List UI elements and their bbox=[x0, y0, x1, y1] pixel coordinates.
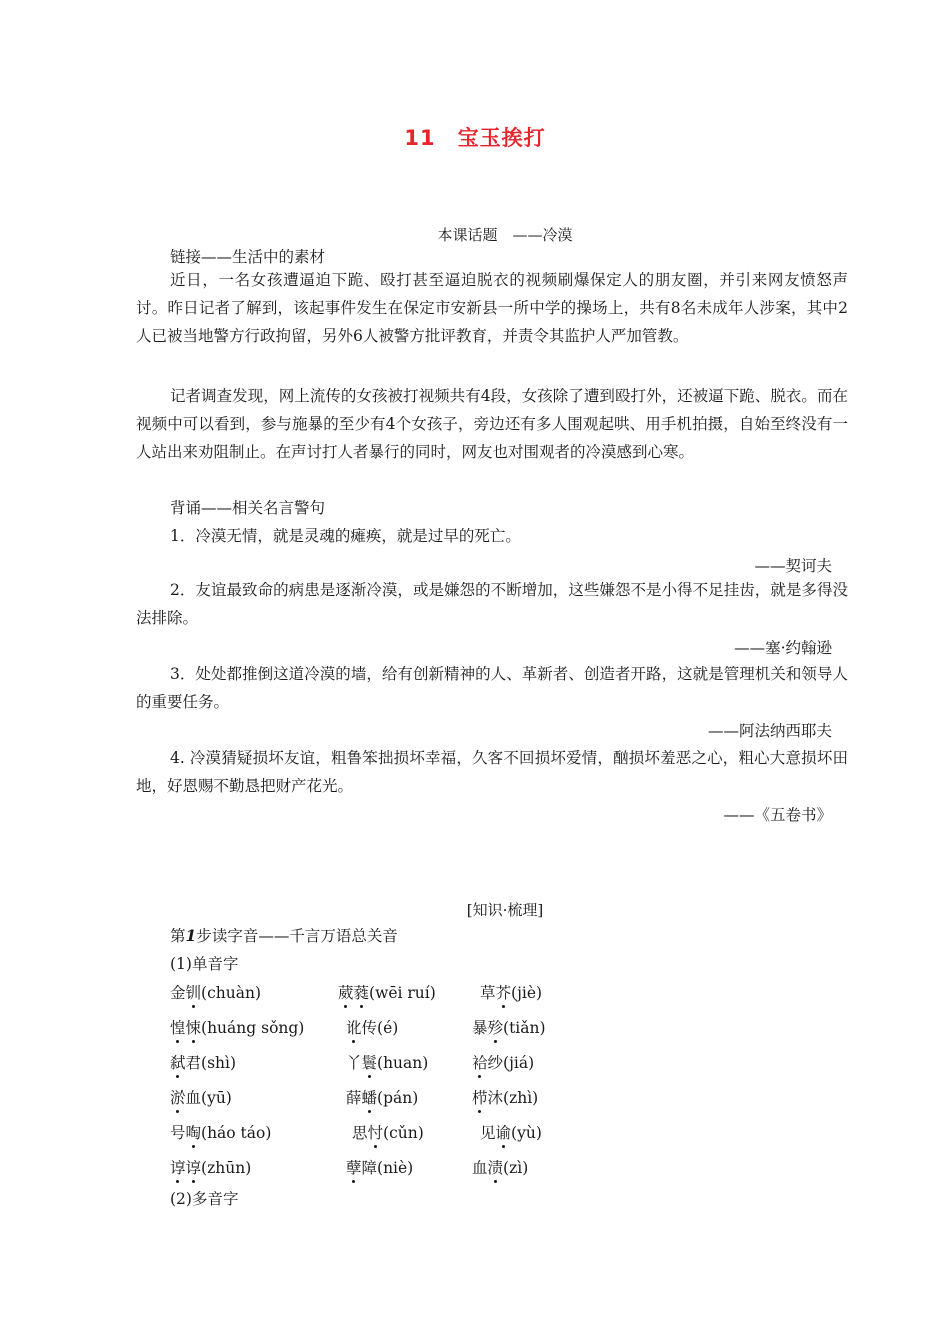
char-pre: 号 bbox=[170, 1124, 186, 1142]
char-item bbox=[170, 1121, 271, 1143]
char-item bbox=[170, 1086, 232, 1108]
char-item bbox=[346, 1016, 398, 1038]
char-dotted: 讹 bbox=[346, 1019, 362, 1037]
char-dotted: 惶悚 bbox=[170, 1019, 202, 1037]
char-dotted: 鬟 bbox=[361, 1054, 378, 1072]
quote-4-author: ——《五卷书》 bbox=[723, 806, 832, 824]
char-item bbox=[472, 1051, 534, 1073]
char-pinyin: 君(shì) bbox=[185, 1054, 237, 1072]
char-item bbox=[338, 981, 436, 1003]
topic-heading: 本课话题 ——冷漠 bbox=[437, 226, 573, 244]
single-char-heading: (1)单音字 bbox=[170, 955, 239, 973]
char-dotted: 葳蕤 bbox=[338, 984, 370, 1002]
char-pinyin: 沐(zhì) bbox=[487, 1089, 539, 1107]
quote-2-author: ——塞·约翰逊 bbox=[734, 639, 832, 657]
char-pre: 丫 bbox=[346, 1054, 362, 1072]
section-heading: [知识·梳理] bbox=[466, 901, 544, 919]
char-item bbox=[170, 981, 261, 1003]
char-pinyin: (cǔn) bbox=[383, 1124, 424, 1142]
quotes-heading: 背诵——相关名言警句 bbox=[170, 499, 326, 517]
char-item bbox=[472, 1086, 538, 1108]
char-dotted: 谆谆 bbox=[170, 1159, 202, 1177]
char-pre: 草 bbox=[480, 984, 496, 1002]
quote-3: 3．处处都推倒这道冷漠的墙，给有创新精神的人、革新者、创造者开路，这就是管理机关和领导人的重要任务。 bbox=[136, 665, 848, 711]
char-pinyin: (háo táo) bbox=[201, 1124, 272, 1142]
char-dotted: 殄 bbox=[487, 1019, 504, 1037]
char-item bbox=[346, 1156, 413, 1178]
char-pinyin: (zì) bbox=[503, 1159, 529, 1177]
char-dotted: 忖 bbox=[367, 1124, 384, 1142]
link-heading: 链接——生活中的素材 bbox=[170, 248, 326, 266]
char-item bbox=[352, 1121, 424, 1143]
char-item bbox=[480, 1121, 542, 1143]
char-dotted: 钏 bbox=[185, 984, 202, 1002]
char-dotted: 栉 bbox=[472, 1089, 488, 1107]
char-pre: 见 bbox=[480, 1124, 496, 1142]
quote-2: 2．友谊最致命的病患是逐渐冷漠，或是嫌怨的不断增加，这些嫌怨不是小得不足挂齿，就是多得没法排除。 bbox=[136, 581, 848, 627]
quote-1: 1．冷漠无情，就是灵魂的瘫痪，就是过早的死亡。 bbox=[170, 527, 521, 545]
char-pinyin: (tiǎn) bbox=[503, 1019, 546, 1037]
char-dotted: 啕 bbox=[185, 1124, 202, 1142]
char-dotted: 袷 bbox=[472, 1054, 488, 1072]
char-pinyin: (pán) bbox=[377, 1089, 419, 1107]
char-dotted: 孽 bbox=[346, 1159, 362, 1177]
char-pinyin: 纱(jiá) bbox=[487, 1054, 535, 1072]
step1-prefix: 第 bbox=[170, 927, 186, 945]
char-item bbox=[472, 1016, 546, 1038]
char-pre: 血 bbox=[472, 1159, 488, 1177]
char-pre: 金 bbox=[170, 984, 186, 1002]
char-item bbox=[346, 1086, 418, 1108]
char-item bbox=[480, 981, 542, 1003]
multi-char-heading: (2)多音字 bbox=[170, 1190, 239, 1208]
char-pinyin: (jiè) bbox=[511, 984, 543, 1002]
char-item bbox=[170, 1016, 304, 1038]
char-item bbox=[170, 1156, 251, 1178]
paragraph-2: 记者调查发现，网上流传的女孩被打视频共有4段，女孩除了遭到殴打外，还被逼下跪、脱衣。而在视频中可以看到，参与施暴的至少有4个女孩子，旁边还有多人围观起哄、用手机拍摄，自始至终没有一人站出来劝阻制止。在声讨打人者暴行的同时，网友也对围观者的冷漠感到心寒。 bbox=[136, 387, 848, 461]
char-pinyin: (zhūn) bbox=[201, 1159, 252, 1177]
char-pinyin: (chuàn) bbox=[201, 984, 261, 1002]
char-dotted: 芥 bbox=[495, 984, 512, 1002]
quote-1-author: ——契诃夫 bbox=[754, 557, 832, 575]
char-dotted: 渍 bbox=[487, 1159, 504, 1177]
quote-4: 4. 冷漠猜疑损坏友谊，粗鲁笨拙损坏幸福，久客不回损坏爱情，酗损坏羞恶之心，粗心大意损坏田地，好恩赐不勤恳把财产花光。 bbox=[136, 749, 848, 795]
char-pinyin: (yù) bbox=[511, 1124, 542, 1142]
char-pinyin: 血(yū) bbox=[185, 1089, 232, 1107]
step1-number: 1 bbox=[185, 926, 197, 945]
char-dotted: 弑 bbox=[170, 1054, 186, 1072]
char-pinyin: 传(é) bbox=[361, 1019, 399, 1037]
char-pinyin: (wēi ruí) bbox=[369, 984, 436, 1002]
char-dotted: 蟠 bbox=[361, 1089, 378, 1107]
step1-text: 步读字音——千言万语总关音 bbox=[196, 927, 398, 945]
char-dotted: 谕 bbox=[495, 1124, 512, 1142]
paragraph-1: 近日，一名女孩遭逼迫下跪、殴打甚至逼迫脱衣的视频刷爆保定人的朋友圈，并引来网友愤怒声讨。昨日记者了解到，该起事件发生在保定市安新县一所中学的操场上，共有8名未成年人涉案，其中2人已被当地警方行政拘留，另外6人被警方批评教育，并责令其监护人严加管教。 bbox=[136, 271, 848, 345]
char-item bbox=[346, 1051, 428, 1073]
char-dotted: 淤 bbox=[170, 1089, 186, 1107]
char-pinyin: (huan) bbox=[377, 1054, 429, 1072]
page-title: 11 宝玉挨打 bbox=[404, 126, 546, 150]
char-pre: 薛 bbox=[346, 1089, 362, 1107]
step1-heading bbox=[170, 926, 398, 946]
char-item bbox=[472, 1156, 528, 1178]
char-item bbox=[170, 1051, 236, 1073]
char-pre: 暴 bbox=[472, 1019, 488, 1037]
char-pinyin: (huáng sǒng) bbox=[201, 1019, 305, 1037]
char-pinyin: 障(niè) bbox=[361, 1159, 414, 1177]
quote-3-author: ——阿法纳西耶夫 bbox=[707, 722, 832, 740]
char-pre: 思 bbox=[352, 1124, 368, 1142]
